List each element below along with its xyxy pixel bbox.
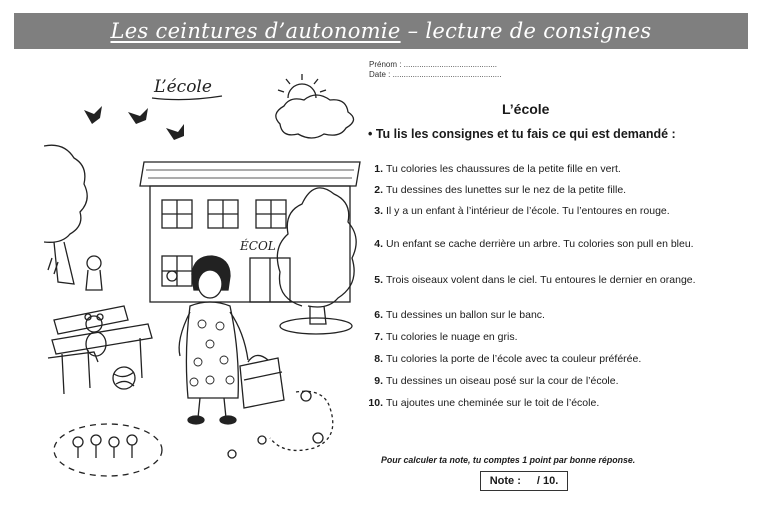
score-value[interactable]: / 10. <box>536 475 559 487</box>
school-building <box>140 162 360 302</box>
item-number: 10. <box>368 397 383 409</box>
banner-title-sub: – lecture de consignes <box>407 19 652 43</box>
list-item <box>366 184 696 196</box>
banner-title-main: Les ceintures d’autonomie <box>110 19 401 43</box>
item-number: 7. <box>374 331 383 343</box>
date-field[interactable]: Date : ................................................. <box>369 70 502 79</box>
worksheet-instruction: • Tu lis les consignes et tu fais ce qui est demandé : <box>368 127 676 141</box>
list-item <box>366 274 696 286</box>
item-number: 8. <box>374 353 383 365</box>
first-name-field[interactable]: Prénom : .......................................... <box>369 60 498 69</box>
list-item <box>366 205 696 217</box>
list-item <box>366 397 696 409</box>
cloud-icon <box>276 95 354 138</box>
schoolbag-icon <box>240 355 284 408</box>
score-box <box>480 471 568 491</box>
score-label: Note : <box>489 475 521 487</box>
item-text: Tu dessines des lunettes sur le nez de la petite fille. <box>386 184 627 196</box>
list-item <box>366 331 696 343</box>
item-text: Tu colories le nuage en gris. <box>386 331 518 343</box>
title-banner <box>14 13 748 49</box>
list-item <box>366 238 696 250</box>
item-text: Tu colories la porte de l’école avec ta couleur préférée. <box>386 353 642 365</box>
girl-icon <box>179 256 248 424</box>
child-in-school-icon <box>167 271 177 281</box>
item-text: Tu colories les chaussures de la petite fille en vert. <box>386 163 621 175</box>
left-tree-icon <box>44 145 87 284</box>
item-number: 9. <box>374 375 383 387</box>
item-number: 3. <box>374 205 383 217</box>
flowers-icon <box>54 424 162 476</box>
item-number: 5. <box>374 274 383 286</box>
item-text: Un enfant se cache derrière un arbre. Tu colories son pull en bleu. <box>386 238 694 250</box>
hiding-child-icon <box>86 256 102 290</box>
item-text: Tu dessines un ballon sur le banc. <box>386 309 545 321</box>
item-text: Tu dessines un oiseau posé sur la cour de l’école. <box>386 375 619 387</box>
banner-title <box>110 19 651 43</box>
item-text: Il y a un enfant à l’intérieur de l’école. Tu l’entoures en rouge. <box>386 205 670 217</box>
item-number: 4. <box>374 238 383 250</box>
student-info <box>369 60 501 80</box>
list-item <box>366 375 696 387</box>
teddy-bear-icon <box>85 314 106 356</box>
coloring-illustration <box>44 62 362 502</box>
illustration-title: L’école <box>154 77 212 97</box>
right-tree-icon <box>277 188 356 334</box>
scoring-note: Pour calculer ta note, tu comptes 1 point par bonne réponse. <box>381 455 636 465</box>
item-text: Tu ajoutes une cheminée sur le toit de l’école. <box>386 397 600 409</box>
item-number: 2. <box>374 184 383 196</box>
item-text: Trois oiseaux volent dans le ciel. Tu entoures le dernier en orange. <box>386 274 696 286</box>
sun-icon <box>278 74 326 98</box>
bird-icon <box>84 106 184 140</box>
list-item <box>366 163 696 175</box>
school-sign: ÉCOL <box>240 239 276 253</box>
ball-icon <box>113 367 135 389</box>
worksheet-heading: L’école <box>502 101 550 117</box>
item-number: 6. <box>374 309 383 321</box>
item-number: 1. <box>374 163 383 175</box>
list-item <box>366 353 696 365</box>
list-item <box>366 309 696 321</box>
